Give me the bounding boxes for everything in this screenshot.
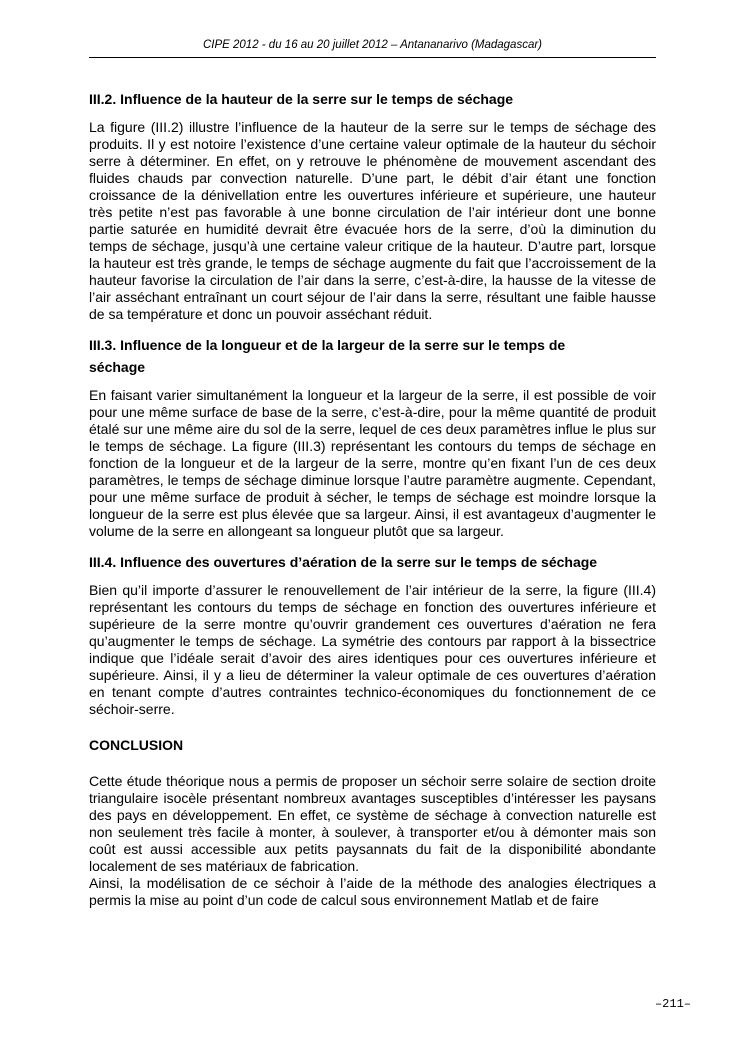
paragraph-conclusion-2: Ainsi, la modélisation de ce séchoir à l’aide de la méthode des analogies électriques a permis la mise au point d’un code de calcul sous environnement Matlab et de faire: [89, 875, 656, 908]
paragraph-ouvertures: Bien qu’il importe d’assurer le renouvellement de l’air intérieur de la serre, la figure (III.4) représentant les contours du temps de séchage en fonction des ouvertures inférieure et supérieure de la serre montre qu’ouvrir grandement ces ouvertures d’aération ne fera qu’augmenter le temps de séchage. La symétrie des contours par rapport à la bissectrice indique que l’idéale serait d’avoir des aires identiques pour ces ouvertures inférieure et supérieure. Ainsi, il y a lieu de déterminer la valeur optimale de ces ouvertures d’aération en tenant compte d’autres contraintes technico-économiques du fonctionnement de ce séchoir-serre.: [89, 582, 656, 717]
section-heading-iii-4: III.4. Influence des ouvertures d’aération de la serre sur le temps de séchage: [89, 554, 598, 570]
page-number: –211–: [654, 997, 691, 1011]
section-heading-conclusion: CONCLUSION: [89, 737, 184, 753]
paragraph-hauteur: La figure (III.2) illustre l’influence de la hauteur de la serre sur le temps de séchage des produits. Il y est notoire l’existence d’une certaine valeur optimale de la hauteur du séchoir serre à déterminer. En effet, on y retrouve le phénomène de mouvement ascendant des fluides chauds par convection naturelle. D’une part, le débit d’air étant une fonction croissance de la dénivellation entre les ouvertures inférieure et supérieure, une hauteur très petite n’est pas favorable à une bonne circulation de l’air intérieur dont une bonne partie saturée en humidité devrait être évacuée hors de la serre, d’où la diminution du temps de séchage, jusqu’à une certaine valeur critique de la hauteur. D’autre part, lorsque la hauteur est très grande, le temps de séchage augmente du fait que l’accroissement de la hauteur favorise la circulation de l’air dans la serre, c’est-à-dire, la hausse de la vitesse de l’air asséchant entraînant un court séjour de l’air dans la serre, résultant une faible hausse de sa température et donc un pouvoir asséchant réduit.: [89, 119, 656, 322]
page-body: [89, 88, 656, 909]
running-header: CIPE 2012 - du 16 au 20 juillet 2012 – Antananarivo (Madagascar): [89, 38, 656, 58]
section-heading-iii-2: III.2. Influence de la hauteur de la serre sur le temps de séchage: [89, 91, 514, 107]
paragraph-conclusion-1: Cette étude théorique nous a permis de proposer un séchoir serre solaire de section droite triangulaire isocèle présentant nombreux avantages susceptibles d’intéresser les paysans des pays en développement. En effet, ce système de séchage à convection naturelle est non seulement très facile à monter, à soulever, à transporter et/ou à démonter mais son coût est aussi accessible aux petits paysannats du fait de la disponibilité abondante localement de ses matériaux de fabrication.: [89, 773, 656, 874]
section-heading-iii-3: III.3. Influence de la longueur et de la largeur de la serre sur le temps de séchage: [89, 337, 566, 375]
paragraph-longueur-largeur: En faisant varier simultanément la longueur et la largeur de la serre, il est possible de voir pour une même surface de base de la serre, c’est-à-dire, pour la même quantité de produit étalé sur une même aire du sol de la serre, lequel de ces deux paramètres influe le plus sur le temps de séchage. La figure (III.3) représentant les contours du temps de séchage en fonction de la longueur et de la largeur de la serre, montre qu’en fixant l’un de ces deux paramètres, le temps de séchage diminue lorsque l’autre paramètre augmente. Cependant, pour une même surface de produit à sécher, le temps de séchage est moindre lorsque la longueur de la serre est plus élevée que sa largeur. Ainsi, il est avantageux d’augmenter le volume de la serre en allongeant sa longueur plutôt que sa largeur.: [89, 387, 656, 539]
